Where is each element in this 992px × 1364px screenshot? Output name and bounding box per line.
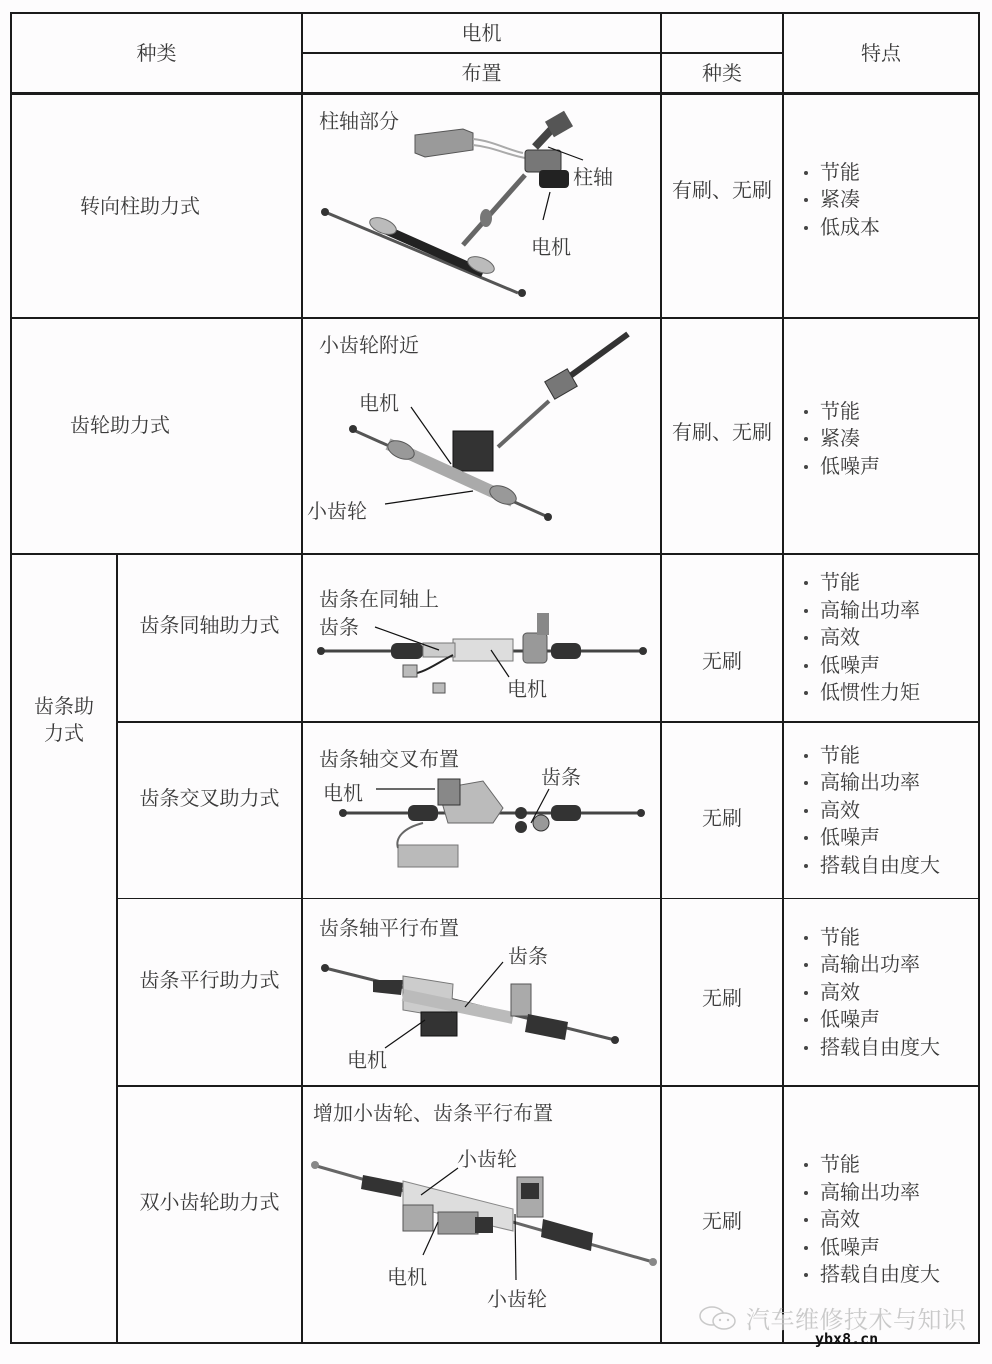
bullet-icon bbox=[804, 781, 808, 785]
bullet-icon bbox=[804, 581, 808, 585]
callout-label: 齿条 bbox=[319, 615, 359, 639]
feature-item: 低噪声 bbox=[804, 652, 978, 680]
figure-caption: 齿条在同轴上 bbox=[319, 587, 439, 611]
bullet-icon bbox=[804, 1018, 808, 1022]
feature-item: 高输出功率 bbox=[804, 1179, 978, 1207]
category-cell: 齿轮助力式 bbox=[70, 412, 170, 437]
bullet-icon bbox=[804, 809, 808, 813]
callout-label: 小齿轮 bbox=[457, 1147, 517, 1171]
bullet-icon bbox=[804, 1191, 808, 1195]
callout-label: 齿条 bbox=[508, 944, 548, 968]
feature-item: 低噪声 bbox=[804, 1006, 978, 1034]
feature-item: 高效 bbox=[804, 979, 978, 1007]
header-motor: 电机 bbox=[461, 20, 502, 45]
motor-type-cell: 有刷、无刷 bbox=[672, 177, 772, 202]
figure-caption: 增加小齿轮、齿条平行布置 bbox=[313, 1101, 553, 1125]
feature-item: 高效 bbox=[804, 797, 978, 825]
row-divider bbox=[116, 898, 980, 899]
bullet-icon bbox=[804, 636, 808, 640]
feature-item: 节能 bbox=[804, 569, 978, 597]
feature-item: 高输出功率 bbox=[804, 769, 978, 797]
bullet-icon bbox=[804, 963, 808, 967]
group-label: 齿条助 力式 bbox=[34, 694, 94, 745]
category-cell: 齿条同轴助力式 bbox=[139, 612, 280, 637]
motor-type-cell: 无刷 bbox=[702, 985, 742, 1010]
table-right-border bbox=[978, 12, 980, 1344]
figure-caption: 齿条轴平行布置 bbox=[319, 916, 459, 940]
feature-item: 节能 bbox=[804, 1151, 978, 1179]
header-motor-type: 种类 bbox=[702, 60, 742, 85]
feature-item: 搭载自由度大 bbox=[804, 1261, 978, 1289]
dual-pinion-figure bbox=[303, 1087, 660, 1342]
wechat-icon bbox=[698, 1305, 738, 1331]
feature-item: 高输出功率 bbox=[804, 951, 978, 979]
bullet-icon bbox=[804, 1163, 808, 1167]
motor-type-cell: 无刷 bbox=[702, 648, 742, 673]
bullet-icon bbox=[804, 836, 808, 840]
callout-label: 电机 bbox=[531, 235, 571, 259]
features-list bbox=[784, 95, 978, 305]
header-type: 种类 bbox=[136, 40, 177, 65]
bullet-icon bbox=[804, 410, 808, 414]
column-assist-figure bbox=[303, 95, 660, 317]
callout-label: 电机 bbox=[323, 781, 363, 805]
header-features: 特点 bbox=[861, 40, 901, 65]
figure-caption: 柱轴部分 bbox=[319, 109, 399, 133]
bullet-icon bbox=[804, 226, 808, 230]
category-cell: 双小齿轮助力式 bbox=[139, 1189, 280, 1214]
site-watermark: ybx8.cn bbox=[815, 1330, 879, 1348]
category-cell: 齿条交叉助力式 bbox=[139, 785, 280, 810]
figure-caption: 小齿轮附近 bbox=[319, 333, 419, 357]
feature-item: 高输出功率 bbox=[804, 597, 978, 625]
feature-item: 低噪声 bbox=[804, 824, 978, 852]
figure-caption: 齿条轴交叉布置 bbox=[319, 747, 459, 771]
motor-type-cell: 无刷 bbox=[702, 1208, 742, 1233]
motor-type-cell: 无刷 bbox=[702, 805, 742, 830]
features-list bbox=[784, 319, 978, 559]
callout-label: 齿条 bbox=[541, 765, 581, 789]
pinion-assist-figure bbox=[303, 319, 660, 553]
feature-item: 高效 bbox=[804, 1206, 978, 1234]
bullet-icon bbox=[804, 198, 808, 202]
features-list bbox=[784, 723, 978, 898]
bullet-icon bbox=[804, 465, 808, 469]
bullet-icon bbox=[804, 936, 808, 940]
category-cell: 转向柱助力式 bbox=[80, 193, 200, 218]
bullet-icon bbox=[804, 1218, 808, 1222]
callout-label: 小齿轮 bbox=[307, 499, 367, 523]
callout-label: 小齿轮 bbox=[487, 1287, 547, 1311]
feature-item: 紧凑 bbox=[804, 425, 978, 453]
bullet-icon bbox=[804, 864, 808, 868]
feature-item: 低噪声 bbox=[804, 1234, 978, 1262]
callout-label: 电机 bbox=[387, 1265, 427, 1289]
category-cell: 齿条平行助力式 bbox=[139, 967, 280, 992]
bullet-icon bbox=[804, 991, 808, 995]
bullet-icon bbox=[804, 1046, 808, 1050]
feature-item: 节能 bbox=[804, 159, 978, 187]
feature-item: 低噪声 bbox=[804, 453, 978, 481]
callout-label: 电机 bbox=[359, 391, 399, 415]
bullet-icon bbox=[804, 171, 808, 175]
feature-item: 低惯性力矩 bbox=[804, 679, 978, 707]
features-list bbox=[784, 555, 978, 721]
header-layout: 布置 bbox=[461, 60, 502, 85]
watermark-text: 汽车维修技术与知识 bbox=[746, 1306, 967, 1334]
feature-item: 节能 bbox=[804, 924, 978, 952]
motor-type-cell: 有刷、无刷 bbox=[672, 419, 772, 444]
bullet-icon bbox=[804, 609, 808, 613]
rack-coaxial-figure bbox=[303, 555, 660, 721]
feature-item: 搭载自由度大 bbox=[804, 852, 978, 880]
bullet-icon bbox=[804, 1246, 808, 1250]
feature-item: 高效 bbox=[804, 624, 978, 652]
bullet-icon bbox=[804, 437, 808, 441]
callout-label: 电机 bbox=[347, 1048, 387, 1072]
bullet-icon bbox=[804, 754, 808, 758]
callout-label: 柱轴 bbox=[573, 165, 613, 189]
bullet-icon bbox=[804, 664, 808, 668]
callout-label: 电机 bbox=[507, 677, 547, 701]
feature-item: 节能 bbox=[804, 398, 978, 426]
rack-cross-figure bbox=[303, 723, 660, 898]
bullet-icon bbox=[804, 1273, 808, 1277]
features-list bbox=[784, 900, 978, 1085]
feature-item: 搭载自由度大 bbox=[804, 1034, 978, 1062]
feature-item: 低成本 bbox=[804, 214, 978, 242]
feature-item: 节能 bbox=[804, 742, 978, 770]
rack-parallel-figure bbox=[303, 900, 660, 1085]
bullet-icon bbox=[804, 691, 808, 695]
feature-item: 紧凑 bbox=[804, 186, 978, 214]
